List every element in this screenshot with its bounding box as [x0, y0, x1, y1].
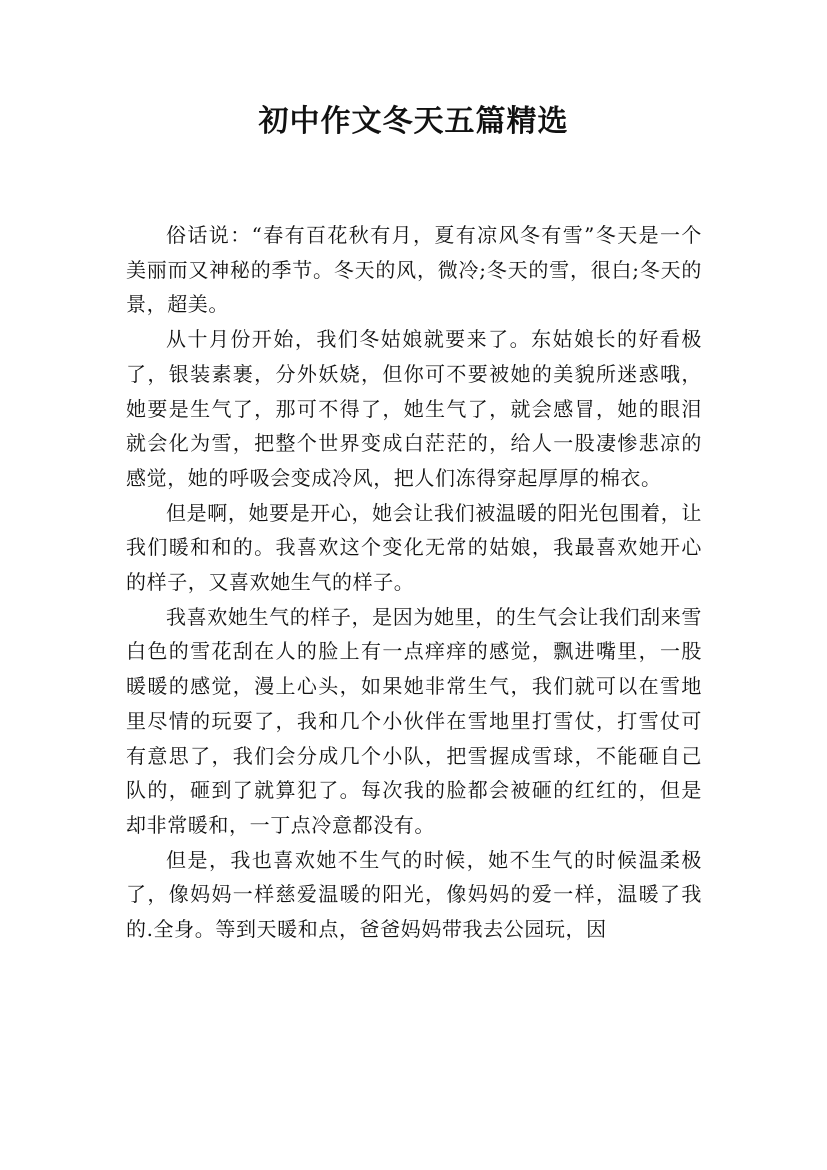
document-body: [126, 218, 702, 947]
paragraph-3: 但是啊，她要是开心，她会让我们被温暖的阳光包围着，让我们暖和和的。我喜欢这个变化无常的姑娘，我最喜欢她开心的样子，又喜欢她生气的样子。: [126, 500, 702, 595]
paragraph-4: 我喜欢她生气的样子，是因为她里，的生气会让我们刮来雪白色的雪花刮在人的脸上有一点痒痒的感觉，飘进嘴里，一股暖暖的感觉，漫上心头，如果她非常生气，我们就可以在雪地里尽情的玩耍了，我和几个小伙伴在雪地里打雪仗，打雪仗可有意思了，我们会分成几个小队，把雪握成雪球，不能砸自己队的，砸到了就算犯了。每次我的脸都会被砸的红红的，但是却非常暖和，一丁点冷意都没有。: [126, 604, 702, 837]
document-title: 初中作文冬天五篇精选: [258, 104, 569, 139]
paragraph-1: 俗话说：“春有百花秋有月，夏有凉风冬有雪”冬天是一个美丽而又神秘的季节。冬天的风，微冷;冬天的雪，很白;冬天的景，超美。: [126, 223, 702, 317]
paragraph-2: 从十月份开始，我们冬姑娘就要来了。东姑娘长的好看极了，银装素裹，分外妖娆，但你可不要被她的美貌所迷惑哦，她要是生气了，那可不得了，她生气了，就会感冒，她的眼泪就会化为雪，把整个世界变成白茫茫的，给人一股凄惨悲凉的感觉，她的呼吸会变成冷风，把人们冻得穿起厚厚的棉衣。: [126, 327, 702, 490]
paragraph-5: 但是，我也喜欢她不生气的时候，她不生气的时候温柔极了，像妈妈一样慈爱温暖的阳光，像妈妈的爱一样，温暖了我的.全身。等到天暖和点，爸爸妈妈带我去公园玩，因: [126, 847, 702, 942]
